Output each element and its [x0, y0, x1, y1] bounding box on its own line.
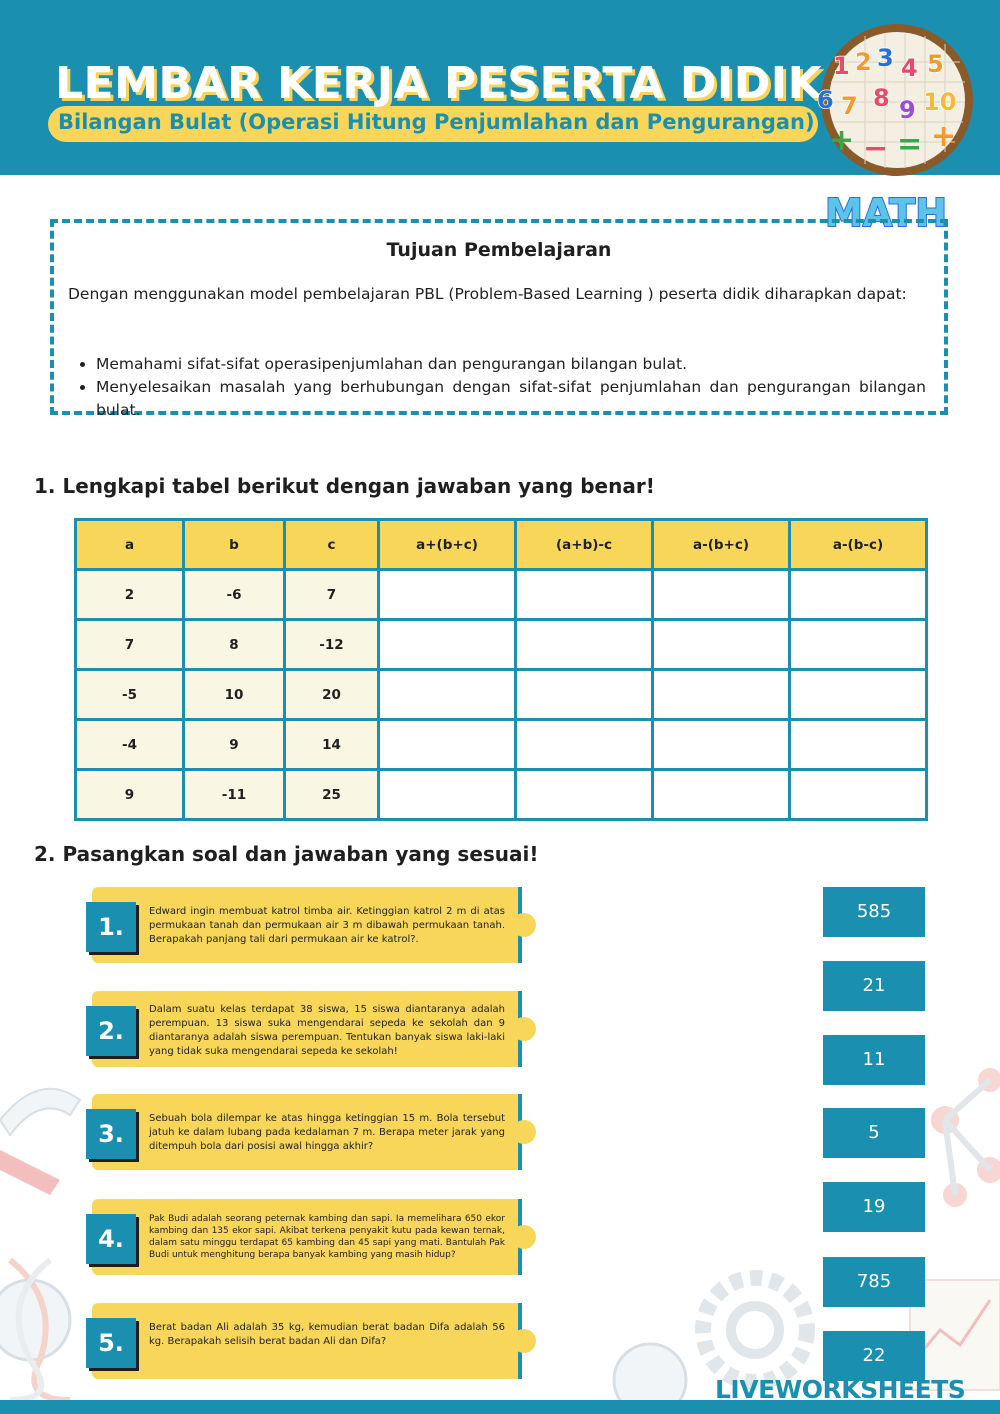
badge-number: 4 — [901, 54, 918, 82]
answer-option[interactable]: 585 — [823, 887, 925, 937]
answer-option[interactable]: 21 — [823, 961, 925, 1011]
badge-symbol: + — [931, 119, 957, 154]
answer-cell[interactable] — [379, 620, 516, 670]
math-badge-icon — [805, 22, 985, 235]
connector-dot[interactable] — [512, 1225, 536, 1249]
table-row — [76, 770, 927, 820]
badge-symbol: = — [897, 127, 923, 162]
table-row — [76, 570, 927, 620]
table-cell: -4 — [76, 720, 184, 770]
table-cell: 9 — [184, 720, 285, 770]
table-cell: 7 — [285, 570, 379, 620]
table-cell: 9 — [76, 770, 184, 820]
answer-cell[interactable] — [379, 720, 516, 770]
answer-cell[interactable] — [516, 570, 653, 620]
question-card[interactable] — [86, 1094, 522, 1170]
page-title: LEMBAR KERJA PESERTA DIDIK — [55, 58, 823, 109]
connector-dot[interactable] — [512, 1120, 536, 1144]
answer-option[interactable]: 5 — [823, 1108, 925, 1158]
table-row — [76, 670, 927, 720]
question-card[interactable] — [86, 991, 522, 1067]
table-cell: 8 — [184, 620, 285, 670]
table-header-cell: b — [184, 520, 285, 570]
table-cell: 20 — [285, 670, 379, 720]
badge-number: 10 — [923, 88, 957, 116]
question-number: 5. — [86, 1318, 136, 1368]
objective-item: • Memahami sifat-sifat operasipenjumlahan dan pengurangan bilangan bulat. — [96, 353, 926, 376]
objectives-intro: Dengan menggunakan model pembelajaran PBL (Problem-Based Learning ) peserta didik diharapkan dapat: — [68, 285, 907, 303]
table-row — [76, 620, 927, 670]
objective-item: • Menyelesaikan masalah yang berhubungan dengan sifat-sifat penjumlahan dan pengurangan bilangan bulat. — [96, 376, 926, 422]
question-number: 3. — [86, 1109, 136, 1159]
answer-cell[interactable] — [379, 770, 516, 820]
question-number: 4. — [86, 1214, 136, 1264]
table-header-cell: (a+b)-c — [516, 520, 653, 570]
table-cell: -6 — [184, 570, 285, 620]
answer-cell[interactable] — [516, 670, 653, 720]
question-card[interactable] — [86, 1303, 522, 1379]
connector-dot[interactable] — [512, 1329, 536, 1353]
answer-option[interactable]: 22 — [823, 1331, 925, 1381]
connector-dot[interactable] — [512, 913, 536, 937]
answer-cell[interactable] — [653, 620, 790, 670]
question-text: Edward ingin membuat katrol timba air. Ketinggian katrol 2 m di atas permukaan tanah dan permukaan air 3 m dibawah permukaan tanah. Berapakah panjang tali dari permukaan air ke katrol?. — [149, 906, 505, 945]
badge-number: 3 — [877, 44, 894, 72]
table-header-cell: a-(b+c) — [653, 520, 790, 570]
badge-number: 5 — [927, 50, 944, 78]
table-header-cell: c — [285, 520, 379, 570]
answer-cell[interactable] — [516, 620, 653, 670]
question-number: 2. — [86, 1006, 136, 1056]
answer-cell[interactable] — [790, 570, 927, 620]
watermark-logo: LIVEWORKSHEETS — [715, 1375, 966, 1404]
table-cell: -11 — [184, 770, 285, 820]
answer-cell[interactable] — [790, 620, 927, 670]
answer-cell[interactable] — [516, 770, 653, 820]
table-row — [76, 720, 927, 770]
answer-cell[interactable] — [790, 670, 927, 720]
answer-option[interactable]: 19 — [823, 1182, 925, 1232]
table-cell: -5 — [76, 670, 184, 720]
badge-number: 2 — [855, 48, 872, 76]
table-header-cell: a-(b-c) — [790, 520, 927, 570]
question-text: Pak Budi adalah seorang peternak kambing dan sapi. Ia memelihara 650 ekor kambing dan 135 ekor sapi. Akibat terkena penyakit kutu pada kewan ternak, dalam satu minggu terdapat 65 kambing dan 45 sapi yang mati. Bantulah Pak Budi untuk menghitung berapa banyak kambing yang masih hidup? — [149, 1214, 505, 1260]
badge-symbol: + — [829, 123, 855, 158]
badge-number: 7 — [841, 92, 858, 120]
badge-number: 9 — [899, 96, 916, 124]
question-text: Dalam suatu kelas terdapat 38 siswa, 15 siswa diantaranya adalah perempuan. 13 siswa suka mengendarai sepeda ke sekolah dan 9 diantaranya adalah siswa perempuan. Tentukan banyak siswa laki-laki yang tidak suka mengendarai sepeda ke sekolah! — [149, 1004, 505, 1057]
table-header-cell: a+(b+c) — [379, 520, 516, 570]
answer-cell[interactable] — [790, 720, 927, 770]
answer-cell[interactable] — [653, 570, 790, 620]
question-text: Sebuah bola dilempar ke atas hingga ketinggian 15 m. Bola tersebut jatuh ke dalam lubang pada kedalaman 7 m. Berapa meter jarak yang ditempuh bola dari posisi awal hingga akhir? — [149, 1113, 505, 1152]
integer-table — [74, 518, 928, 821]
table-header-row — [76, 520, 927, 570]
section2-title: 2. Pasangkan soal dan jawaban yang sesuai! — [34, 842, 539, 866]
answer-cell[interactable] — [379, 570, 516, 620]
table-cell: -12 — [285, 620, 379, 670]
answer-option[interactable]: 11 — [823, 1035, 925, 1085]
answer-cell[interactable] — [653, 770, 790, 820]
badge-label: MATH — [825, 191, 947, 235]
connector-dot[interactable] — [512, 1017, 536, 1041]
objectives-box — [50, 219, 948, 419]
table-cell: 25 — [285, 770, 379, 820]
objectives-title: Tujuan Pembelajaran — [386, 239, 612, 261]
badge-number: 6 — [817, 86, 834, 114]
answer-cell[interactable] — [516, 720, 653, 770]
table-cell: 7 — [76, 620, 184, 670]
answer-option[interactable]: 785 — [823, 1257, 925, 1307]
question-number: 1. — [86, 902, 136, 952]
page-subtitle: Bilangan Bulat (Operasi Hitung Penjumlahan dan Pengurangan) — [58, 110, 815, 134]
question-card[interactable] — [86, 1199, 522, 1275]
answer-cell[interactable] — [653, 720, 790, 770]
answer-cell[interactable] — [790, 770, 927, 820]
badge-number: 8 — [873, 84, 890, 112]
table-cell: 2 — [76, 570, 184, 620]
section1-title: 1. Lengkapi tabel berikut dengan jawaban yang benar! — [34, 474, 655, 498]
answer-cell[interactable] — [379, 670, 516, 720]
badge-number: 1 — [833, 52, 850, 80]
table-header-cell: a — [76, 520, 184, 570]
badge-symbol: − — [863, 131, 889, 166]
answer-cell[interactable] — [653, 670, 790, 720]
question-text: Berat badan Ali adalah 35 kg, kemudian berat badan Difa adalah 56 kg. Berapakah selisih berat badan Ali dan Difa? — [149, 1322, 505, 1347]
question-card[interactable] — [86, 887, 522, 963]
objectives-list — [68, 329, 926, 422]
table-cell: 10 — [184, 670, 285, 720]
table-cell: 14 — [285, 720, 379, 770]
